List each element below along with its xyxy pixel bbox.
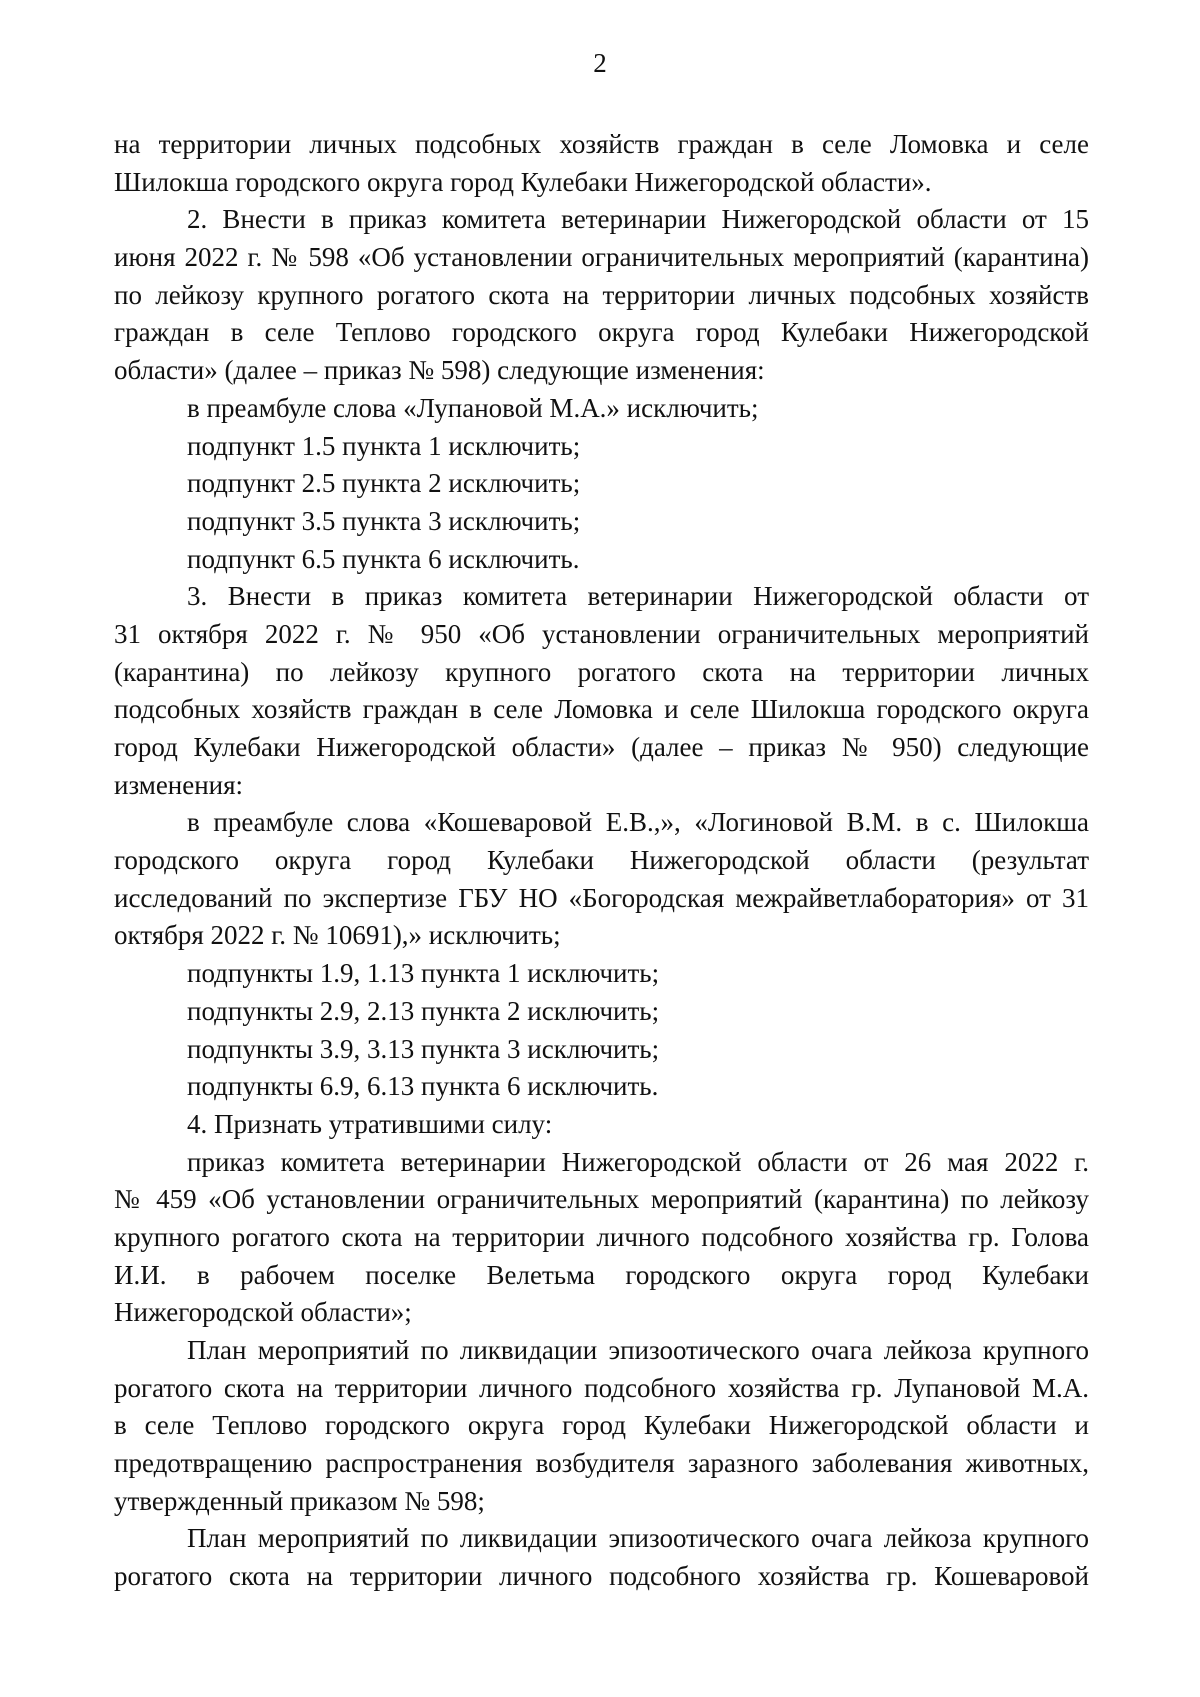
text-line: № 459 «Об установлении ограничительных мероприятий (карантина) по лейкозу — [114, 1184, 1089, 1215]
document-body — [114, 126, 1089, 1596]
text-line: граждан в селе Теплово городского округа город Кулебаки Нижегородской — [114, 317, 1089, 348]
text-line: на территории личных подсобных хозяйств граждан в селе Ломовка и селе — [114, 129, 1089, 159]
text-line: город Кулебаки Нижегородской области» (далее – приказ № 950) следующие — [114, 732, 1089, 762]
text-line: изменения: — [114, 769, 244, 800]
text-line: рогатого скота на территории личного подсобного хозяйства гр. Кошеваровой — [114, 1561, 1089, 1592]
text-line: предотвращению распространения возбудителя заразного заболевания животных, — [114, 1448, 1089, 1479]
text-line: План мероприятий по ликвидации эпизоотического очага лейкоза крупного — [187, 1335, 1089, 1365]
text-line: 2. Внести в приказ комитета ветеринарии Нижегородской области от 15 — [187, 204, 1089, 235]
text-line: 3. Внести в приказ комитета ветеринарии Нижегородской области от — [187, 581, 1089, 612]
text-line: июня 2022 г. № 598 «Об установлении ограничительных мероприятий (карантина) — [114, 242, 1089, 273]
text-line: исследований по экспертизе ГБУ НО «Богородская межрайветлаборатория» от 31 — [114, 882, 1089, 913]
text-line: по лейкозу крупного рогатого скота на территории личных подсобных хозяйств — [114, 279, 1089, 310]
text-line: подпункт 6.5 пункта 6 исключить. — [187, 543, 580, 574]
text-line: подпункты 1.9, 1.13 пункта 1 исключить; — [187, 958, 660, 989]
text-line: подпункт 3.5 пункта 3 исключить; — [187, 505, 581, 536]
text-line: утвержденный приказом № 598; — [114, 1485, 485, 1516]
text-line: октября 2022 г. № 10691),» исключить; — [114, 920, 561, 951]
text-line: Нижегородской области»; — [114, 1297, 412, 1328]
text-line: (карантина) по лейкозу крупного рогатого скота на территории личных — [114, 656, 1089, 687]
text-line: в преамбуле слова «Кошеваровой Е.В.,», «Логиновой В.М. в с. Шилокша — [187, 807, 1089, 838]
text-line: подсобных хозяйств граждан в селе Ломовка и селе Шилокша городского округа — [114, 694, 1089, 725]
text-line: План мероприятий по ликвидации эпизоотического очага лейкоза крупного — [187, 1523, 1089, 1554]
text-line: рогатого скота на территории личного подсобного хозяйства гр. Лупановой М.А. — [114, 1372, 1089, 1403]
text-line: подпункты 6.9, 6.13 пункта 6 исключить. — [187, 1071, 659, 1102]
text-line: подпункт 2.5 пункта 2 исключить; — [187, 468, 581, 499]
text-line: Шилокша городского округа город Кулебаки Нижегородской области». — [114, 166, 932, 197]
text-line: приказ комитета ветеринарии Нижегородской области от 26 мая 2022 г. — [187, 1146, 1089, 1177]
text-line: подпункты 3.9, 3.13 пункта 3 исключить; — [187, 1033, 660, 1064]
text-line: в селе Теплово городского округа город Кулебаки Нижегородской области и — [114, 1410, 1089, 1441]
text-line: городского округа город Кулебаки Нижегородской области (результат — [114, 845, 1089, 876]
text-line: И.И. в рабочем поселке Велетьма городского округа город Кулебаки — [114, 1259, 1089, 1290]
text-line: крупного рогатого скота на территории личного подсобного хозяйства гр. Голова — [114, 1221, 1089, 1252]
text-line: подпункт 1.5 пункта 1 исключить; — [187, 430, 581, 461]
text-line: 4. Признать утратившими силу: — [187, 1108, 553, 1139]
text-line: области» (далее – приказ № 598) следующие изменения: — [114, 355, 765, 386]
text-line: подпункты 2.9, 2.13 пункта 2 исключить; — [187, 995, 660, 1026]
text-line: в преамбуле слова «Лупановой М.А.» исключить; — [187, 392, 759, 423]
page-number: 2 — [593, 48, 607, 78]
text-line: 31 октября 2022 г. № 950 «Об установлении ограничительных мероприятий — [114, 618, 1089, 649]
